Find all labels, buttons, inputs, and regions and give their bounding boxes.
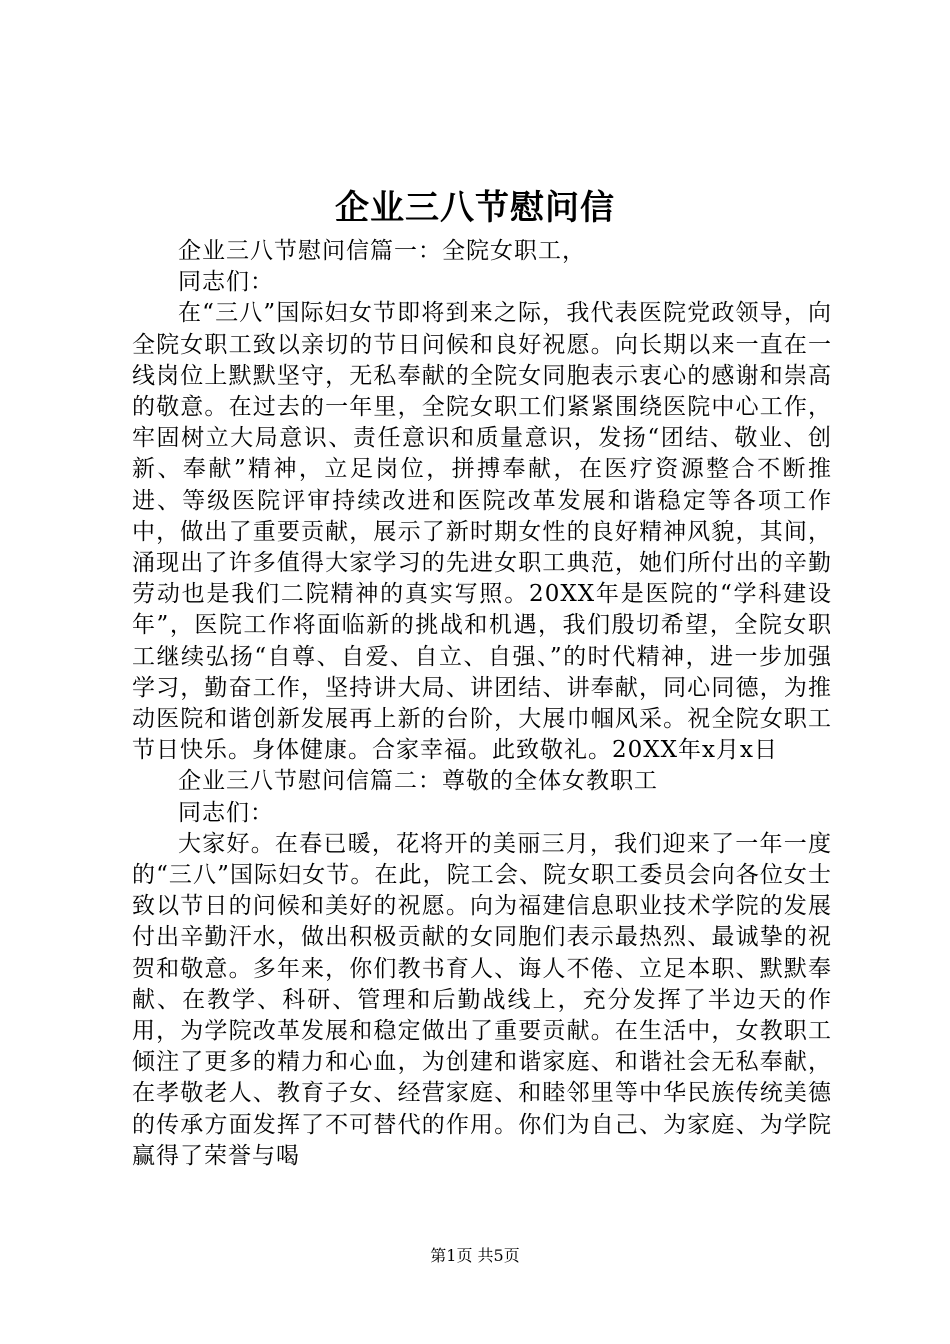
- document-body: [132, 236, 832, 1172]
- paragraph-1-body: 在“三八”国际妇女节即将到来之际，我代表医院党政领导，向全院女职工致以亲切的节日问候和良好祝愿。向长期以来一直在一线岗位上默默坚守，无私奉献的全院女同胞表示衷心的感谢和崇高的敬意。在过去的一年里，全院女职工们紧紧围绕医院中心工作，牢固树立大局意识、责任意识和质量意识，发扬“团结、敬业、创新、奉献”精神，立足岗位，拼搏奉献，在医疗资源整合不断推进、等级医院评审持续改进和医院改革发展和谐稳定等各项工作中，做出了重要贡献，展示了新时期女性的良好精神风貌，其间，涌现出了许多值得大家学习的先进女职工典范，她们所付出的辛勤劳动也是我们二院精神的真实写照。20XX年是医院的“学科建设年”，医院工作将面临新的挑战和机遇，我们殷切希望，全院女职工继续弘扬“自尊、自爱、自立、自强、”的时代精神，进一步加强学习，勤奋工作，坚持讲大局、讲团结、讲奉献，同心同德，为推动医院和谐创新发展再上新的台阶，大展巾帼风采。祝全院女职工节日快乐。身体健康。合家幸福。此致敬礼。20XX年x月x日: [132, 300, 832, 764]
- paragraph-2-body: 大家好。在春已暖，花将开的美丽三月，我们迎来了一年一度的“三八”国际妇女节。在此，院工会、院女职工委员会向各位女士致以节日的问候和美好的祝愿。向为福建信息职业技术学院的发展付出辛勤汗水，做出积极贡献的女同胞们表示最热烈、最诚挚的祝贺和敬意。多年来，你们教书育人、诲人不倦、立足本职、默默奉献、在教学、科研、管理和后勤战线上，充分发挥了半边天的作用，为学院改革发展和稳定做出了重要贡献。在生活中，女教职工倾注了更多的精力和心血，为创建和谐家庭、和谐社会无私奉献，在孝敬老人、教育子女、经营家庭、和睦邻里等中华民族传统美德的传承方面发挥了不可替代的作用。你们为自己、为家庭、为学院赢得了荣誉与喝: [132, 830, 832, 1169]
- paragraph-2-salutation: 同志们：: [178, 799, 274, 826]
- paragraph-2-heading: 企业三八节慰问信篇二：尊敬的全体女教职工: [178, 768, 658, 795]
- page-footer: 第1页 共5页: [430, 1246, 520, 1265]
- paragraph-1-salutation: 同志们：: [178, 269, 274, 296]
- paragraph-1-heading: 企业三八节慰问信篇一：全院女职工，: [178, 238, 586, 264]
- page-title: 企业三八节慰问信: [335, 188, 615, 228]
